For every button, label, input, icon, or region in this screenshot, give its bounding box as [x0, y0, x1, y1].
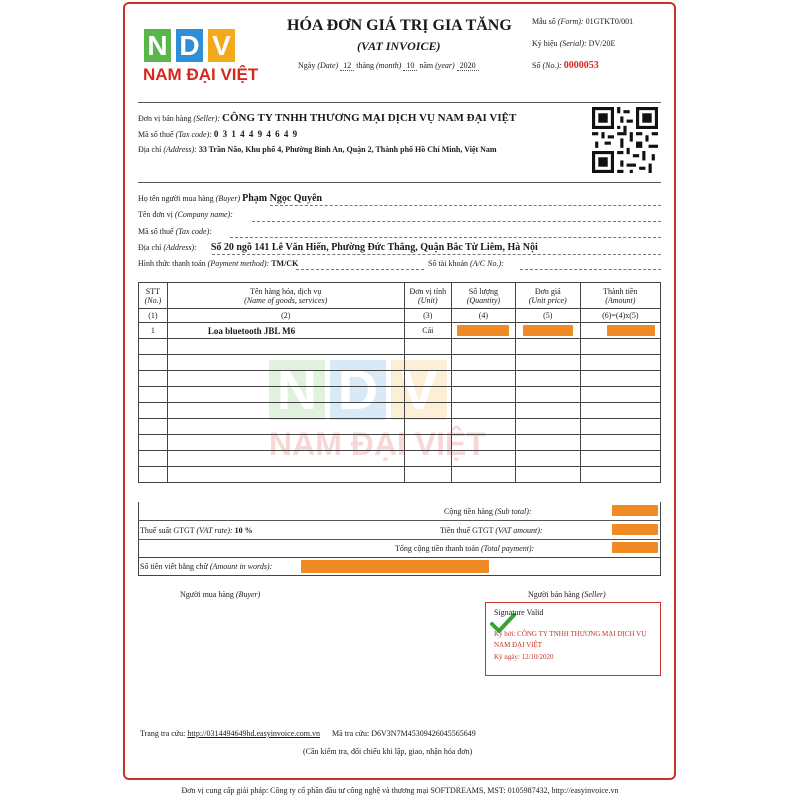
invoice-date: Ngày (Date) 12 tháng (month) 10 năm (year) 2020: [298, 61, 479, 70]
buyer-tax-row: Mã số thuế (Tax code):: [138, 227, 212, 236]
redacted-quantity: [457, 325, 509, 336]
form-number: Mẫu số (Form): 01GTKT0/001: [532, 17, 634, 26]
watermark-letter-d: D: [330, 360, 386, 420]
redacted-subtotal: [612, 505, 658, 516]
buyer-tax-line: [230, 237, 661, 238]
items-table: [138, 282, 661, 483]
redacted-vat-amount: [612, 524, 658, 535]
seller-signature-label: Người bán hàng (Seller): [528, 590, 606, 599]
vat-rate-label: Thuế suất GTGT (VAT rate): 10 %: [140, 526, 253, 535]
lookup-row: Trang tra cứu: http://0314494649hd.easyinvoice.com.vn Mã tra cứu: D6V3N7M45309426045565649: [140, 729, 476, 738]
seller-address-row: Địa chỉ (Address): 33 Trần Não, Khu phố 4, Phường Bình An, Quận 2, Thành phố Hồ Chí Minh, Việt Nam: [138, 145, 497, 154]
logo-letter-n: N: [144, 29, 171, 62]
lookup-url-link[interactable]: http://0314494649hd.easyinvoice.com.vn: [187, 729, 321, 738]
buyer-payment-row: Hình thức thanh toán (Payment method): TM/CK: [138, 259, 299, 268]
row-quantity: [451, 323, 515, 339]
signature-valid-text: Signature Valid: [494, 608, 544, 617]
serial-number: Ký hiệu (Serial): DV/20E: [532, 39, 616, 48]
buyer-account-row: Số tài khoản (A/C No.):: [428, 259, 504, 268]
table-row: [139, 403, 661, 419]
header-name: Tên hàng hóa, dịch vụ (Name of goods, services): [167, 283, 404, 309]
header-amount: Thành tiền (Amount): [580, 283, 660, 309]
buyer-company-line: [252, 221, 661, 222]
table-row: [139, 451, 661, 467]
subtotal-label: Cộng tiền hàng (Sub total):: [444, 507, 532, 516]
row-unit-price: [515, 323, 580, 339]
table-row: [139, 323, 661, 339]
redacted-unit-price: [523, 325, 573, 336]
qr-code: [590, 107, 660, 173]
header-unit: Đơn vị tính (Unit): [404, 283, 451, 309]
header-stt: STT (No.): [139, 283, 168, 309]
total-label: Tổng cộng tiền thanh toán (Total payment):: [395, 544, 535, 553]
buyer-name-line: [270, 205, 661, 206]
buyer-address-line: [212, 254, 661, 255]
row-stt: 1: [139, 323, 168, 339]
header-unit-price: Đơn giá (Unit price): [515, 283, 580, 309]
buyer-payment-line: [296, 269, 424, 270]
table-row: [139, 419, 661, 435]
redacted-amount-in-words: [301, 560, 489, 573]
summary-divider: [138, 520, 661, 521]
col-number: (4): [451, 309, 515, 323]
table-row: [139, 435, 661, 451]
logo-letter-d: D: [176, 29, 203, 62]
invoice-subtitle: (VAT INVOICE): [357, 39, 441, 53]
col-number: (3): [404, 309, 451, 323]
lookup-note: (Cần kiểm tra, đối chiếu khi lập, giao, nhận hóa đơn): [303, 747, 473, 756]
divider: [138, 182, 661, 183]
header-quantity: Số lượng (Quantity): [451, 283, 515, 309]
col-number: (6)=(4)x(5): [580, 309, 660, 323]
table-row: [139, 467, 661, 483]
summary-divider: [138, 539, 661, 540]
table-header-row: [139, 283, 661, 309]
row-product-name: Loa bluetooth JBL M6: [167, 323, 404, 339]
logo-name: NAM ĐẠI VIỆT: [143, 65, 259, 84]
seller-name-row: Đơn vị bán hàng (Seller): CÔNG TY TNHH THƯƠNG MẠI DỊCH VỤ NAM ĐẠI VIỆT: [138, 112, 517, 124]
divider: [138, 102, 661, 103]
invoice-title: HÓA ĐƠN GIÁ TRỊ GIA TĂNG: [287, 17, 512, 34]
watermark-letter-n: N: [269, 360, 325, 420]
table-number-row: [139, 309, 661, 323]
table-row: [139, 387, 661, 403]
buyer-name-row: Họ tên người mua hàng (Buyer) Phạm Ngọc Quyên: [138, 193, 323, 204]
table-row: [139, 355, 661, 371]
vat-amount-label: Tiền thuế GTGT (VAT amount):: [440, 526, 543, 535]
signed-by: Ký bởi: CÔNG TY TNHH THƯƠNG MẠI DỊCH VỤ NAM ĐẠI VIỆT: [494, 630, 647, 649]
logo-letter-v: V: [208, 29, 235, 62]
redacted-total: [612, 542, 658, 553]
col-number: (1): [139, 309, 168, 323]
buyer-company-row: Tên đơn vị (Company name):: [138, 210, 233, 219]
table-row: [139, 339, 661, 355]
seller-tax-row: Mã số thuế (Tax code): 0 3 1 4 4 9 4 6 4 9: [138, 129, 299, 139]
buyer-account-line: [520, 269, 661, 270]
col-number: (5): [515, 309, 580, 323]
provider-footer: Đơn vị cung cấp giải pháp: Công ty cổ phần đầu tư công nghệ và thương mại SOFTDREAMS, MST: 0105987432, http://easyinvoice.vn: [181, 786, 619, 795]
row-amount: [580, 323, 660, 339]
watermark-letter-v: V: [391, 360, 447, 420]
buyer-signature-label: Người mua hàng (Buyer): [180, 590, 261, 599]
buyer-address-row: Địa chỉ (Address): Số 20 ngõ 141 Lê Văn Hiến, Phường Đức Thắng, Quận Bắc Từ Liêm, Hà Nội: [138, 242, 538, 253]
redacted-amount: [607, 325, 655, 336]
watermark-name: NAM ĐẠI VIỆT: [269, 426, 486, 462]
signed-date: Ký ngày: 12/10/2020: [494, 653, 554, 661]
row-unit: Cái: [404, 323, 451, 339]
invoice-number: Số (No.): 0000053: [532, 60, 599, 71]
amount-in-words-label: Số tiền viết bằng chữ (Amount in words):: [140, 562, 273, 571]
table-row: [139, 371, 661, 387]
col-number: (2): [167, 309, 404, 323]
